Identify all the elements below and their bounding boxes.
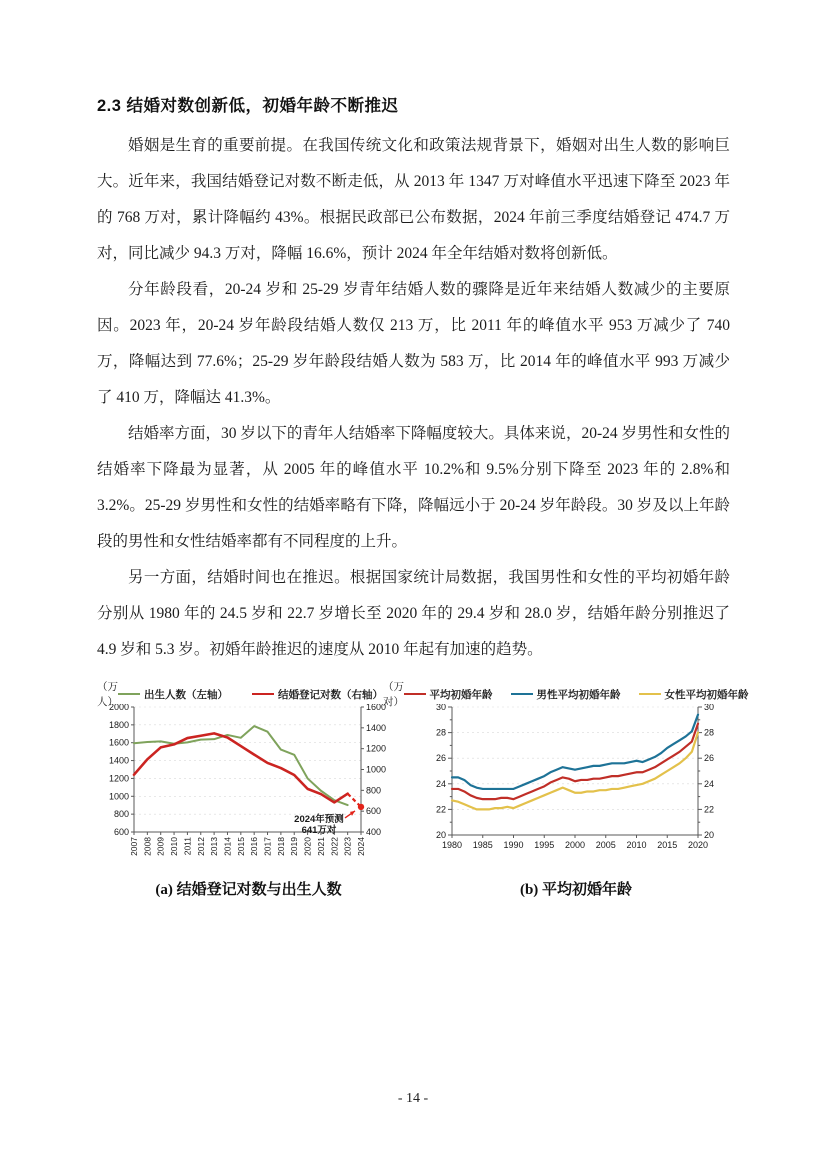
forecast-annotation-line2: 641万对 xyxy=(301,824,337,836)
legend-line-swatch xyxy=(639,693,661,695)
paragraph-age-groups: 分年龄段看，20-24 岁和 25-29 岁青年结婚人数的骤降是近年来结婚人数减少的主要原因。2023 年，20-24 岁年龄段结婚人数仅 213 万，比 2011 年的峰值水平 953 万减少了 740 万，降幅达到 77.6%；25-29 岁年龄段结婚人数为 583 万，比 2014 年的峰值水平 993 万减少了 410 万，降幅达 41.3%。 xyxy=(97,281,730,406)
svg-text:30: 30 xyxy=(435,704,446,712)
figure-first-marriage-age xyxy=(422,684,749,899)
legend-line-swatch xyxy=(252,693,274,695)
svg-text:2024: 2024 xyxy=(356,837,366,856)
svg-text:400: 400 xyxy=(366,827,382,837)
svg-text:2000: 2000 xyxy=(108,704,129,712)
svg-text:600: 600 xyxy=(113,827,129,837)
chart-b-legend xyxy=(422,684,749,704)
svg-text:800: 800 xyxy=(113,809,129,820)
svg-text:800: 800 xyxy=(366,785,382,796)
svg-text:2015: 2015 xyxy=(657,840,678,850)
svg-text:22: 22 xyxy=(704,804,715,815)
svg-text:2007: 2007 xyxy=(129,837,139,856)
svg-text:2023: 2023 xyxy=(342,837,353,856)
svg-text:24: 24 xyxy=(704,778,715,789)
svg-text:2019: 2019 xyxy=(289,837,300,856)
svg-text:2013: 2013 xyxy=(209,837,220,856)
svg-text:30: 30 xyxy=(704,704,715,712)
paragraph-marriage-decline: 婚姻是生育的重要前提。在我国传统文化和政策法规背景下，婚姻对出生人数的影响巨大。近年来，我国结婚登记对数不断走低，从 2013 年 1347 万对峰值水平迅速下降至 2023 年的 768 万对，累计降幅约 43%。根据民政部已公布数据，2024 年前三季度结婚登记 474.7 万对，同比减少 94.3 万对，降幅 16.6%，预计 2024 年全年结婚对数将创新低。 xyxy=(97,137,730,262)
svg-text:1995: 1995 xyxy=(534,840,555,850)
legend-label: 女性平均初婚年龄 xyxy=(664,688,749,701)
svg-text:22: 22 xyxy=(435,804,446,815)
legend-item xyxy=(511,687,621,702)
svg-text:1600: 1600 xyxy=(366,704,387,712)
paragraph-marriage-rate: 结婚率方面，30 岁以下的青年人结婚率下降幅度较大。具体来说，20-24 岁男性和女性的结婚率下降最为显著，从 2005 年的峰值水平 10.2%和 9.5%分别下降至 2023 年的 2.8%和 3.2%。25-29 岁男性和女性的结婚率略有下降，降幅远小于 20-24 岁年龄段。30 岁及以上年龄段的男性和女性结婚率都有不同程度的上升。 xyxy=(97,425,730,550)
svg-text:2011: 2011 xyxy=(182,837,193,856)
svg-text:2016: 2016 xyxy=(249,837,260,856)
svg-text:2010: 2010 xyxy=(169,837,180,856)
svg-text:2014: 2014 xyxy=(222,837,233,856)
svg-text:20: 20 xyxy=(435,830,446,840)
legend-line-swatch xyxy=(404,693,426,695)
svg-text:1980: 1980 xyxy=(441,840,463,850)
svg-text:2017: 2017 xyxy=(262,837,273,856)
chart-b-caption: (b) 平均初婚年龄 xyxy=(519,882,633,898)
svg-text:2022: 2022 xyxy=(329,837,340,856)
chart-a-canvas xyxy=(97,704,400,870)
svg-text:2009: 2009 xyxy=(155,837,166,856)
legend-line-swatch xyxy=(511,693,533,695)
svg-text:2015: 2015 xyxy=(235,837,246,856)
forecast-annotation-line1: 2024年预测 xyxy=(294,813,344,825)
right-axis-unit-label: （万对） xyxy=(383,681,404,708)
svg-text:1200: 1200 xyxy=(108,773,129,784)
legend-item xyxy=(404,687,493,702)
svg-text:2018: 2018 xyxy=(275,837,286,856)
svg-text:1000: 1000 xyxy=(108,791,129,802)
svg-text:1985: 1985 xyxy=(472,840,493,850)
svg-text:26: 26 xyxy=(435,753,446,764)
legend-label: 男性平均初婚年龄 xyxy=(536,688,621,701)
svg-text:600: 600 xyxy=(366,806,382,817)
svg-text:20: 20 xyxy=(704,830,715,840)
svg-text:24: 24 xyxy=(435,778,446,789)
svg-text:28: 28 xyxy=(435,727,446,738)
left-axis-unit-label: （万人） xyxy=(97,681,118,708)
section-heading: 2.3 结婚对数创新低，初婚年龄不断推迟 xyxy=(97,97,399,115)
chart-a-legend xyxy=(118,687,383,702)
svg-text:2020: 2020 xyxy=(687,840,709,850)
svg-text:2010: 2010 xyxy=(626,840,647,850)
svg-text:28: 28 xyxy=(704,727,715,738)
svg-text:26: 26 xyxy=(704,753,715,764)
svg-text:1400: 1400 xyxy=(108,755,129,766)
svg-text:2020: 2020 xyxy=(302,837,313,856)
legend-item xyxy=(252,687,383,702)
legend-label: 平均初婚年龄 xyxy=(429,688,493,701)
svg-text:1600: 1600 xyxy=(108,737,129,748)
legend-label: 出生人数（左轴） xyxy=(144,688,228,701)
svg-text:2000: 2000 xyxy=(564,840,586,850)
chart-b-canvas xyxy=(422,704,730,870)
legend-item xyxy=(639,687,749,702)
svg-text:2021: 2021 xyxy=(315,837,326,856)
svg-text:1400: 1400 xyxy=(366,722,387,733)
legend-label: 结婚登记对数（右轴） xyxy=(278,688,383,701)
svg-text:1990: 1990 xyxy=(503,840,524,850)
svg-text:2005: 2005 xyxy=(595,840,616,850)
legend-item xyxy=(118,687,228,702)
chart-a-caption: (a) 结婚登记对数与出生人数 xyxy=(155,882,342,898)
paragraph-first-marriage-age: 另一方面，结婚时间也在推迟。根据国家统计局数据，我国男性和女性的平均初婚年龄分别从 1980 年的 24.5 岁和 22.7 岁增长至 2020 年的 29.4 岁和 28.0 岁，结婚年龄分别推迟了 4.9 岁和 5.3 岁。初婚年龄推迟的速度从 2010 年起有加速的趋势。 xyxy=(97,569,730,658)
svg-text:1800: 1800 xyxy=(108,719,129,730)
svg-text:2008: 2008 xyxy=(142,837,153,856)
svg-text:1000: 1000 xyxy=(366,764,387,775)
svg-text:2012: 2012 xyxy=(195,837,206,856)
page-number: - 14 - xyxy=(397,1091,429,1106)
svg-text:1200: 1200 xyxy=(366,743,387,754)
figure-marriage-births xyxy=(97,681,404,899)
legend-line-swatch xyxy=(118,693,140,695)
figures-row xyxy=(97,681,749,899)
